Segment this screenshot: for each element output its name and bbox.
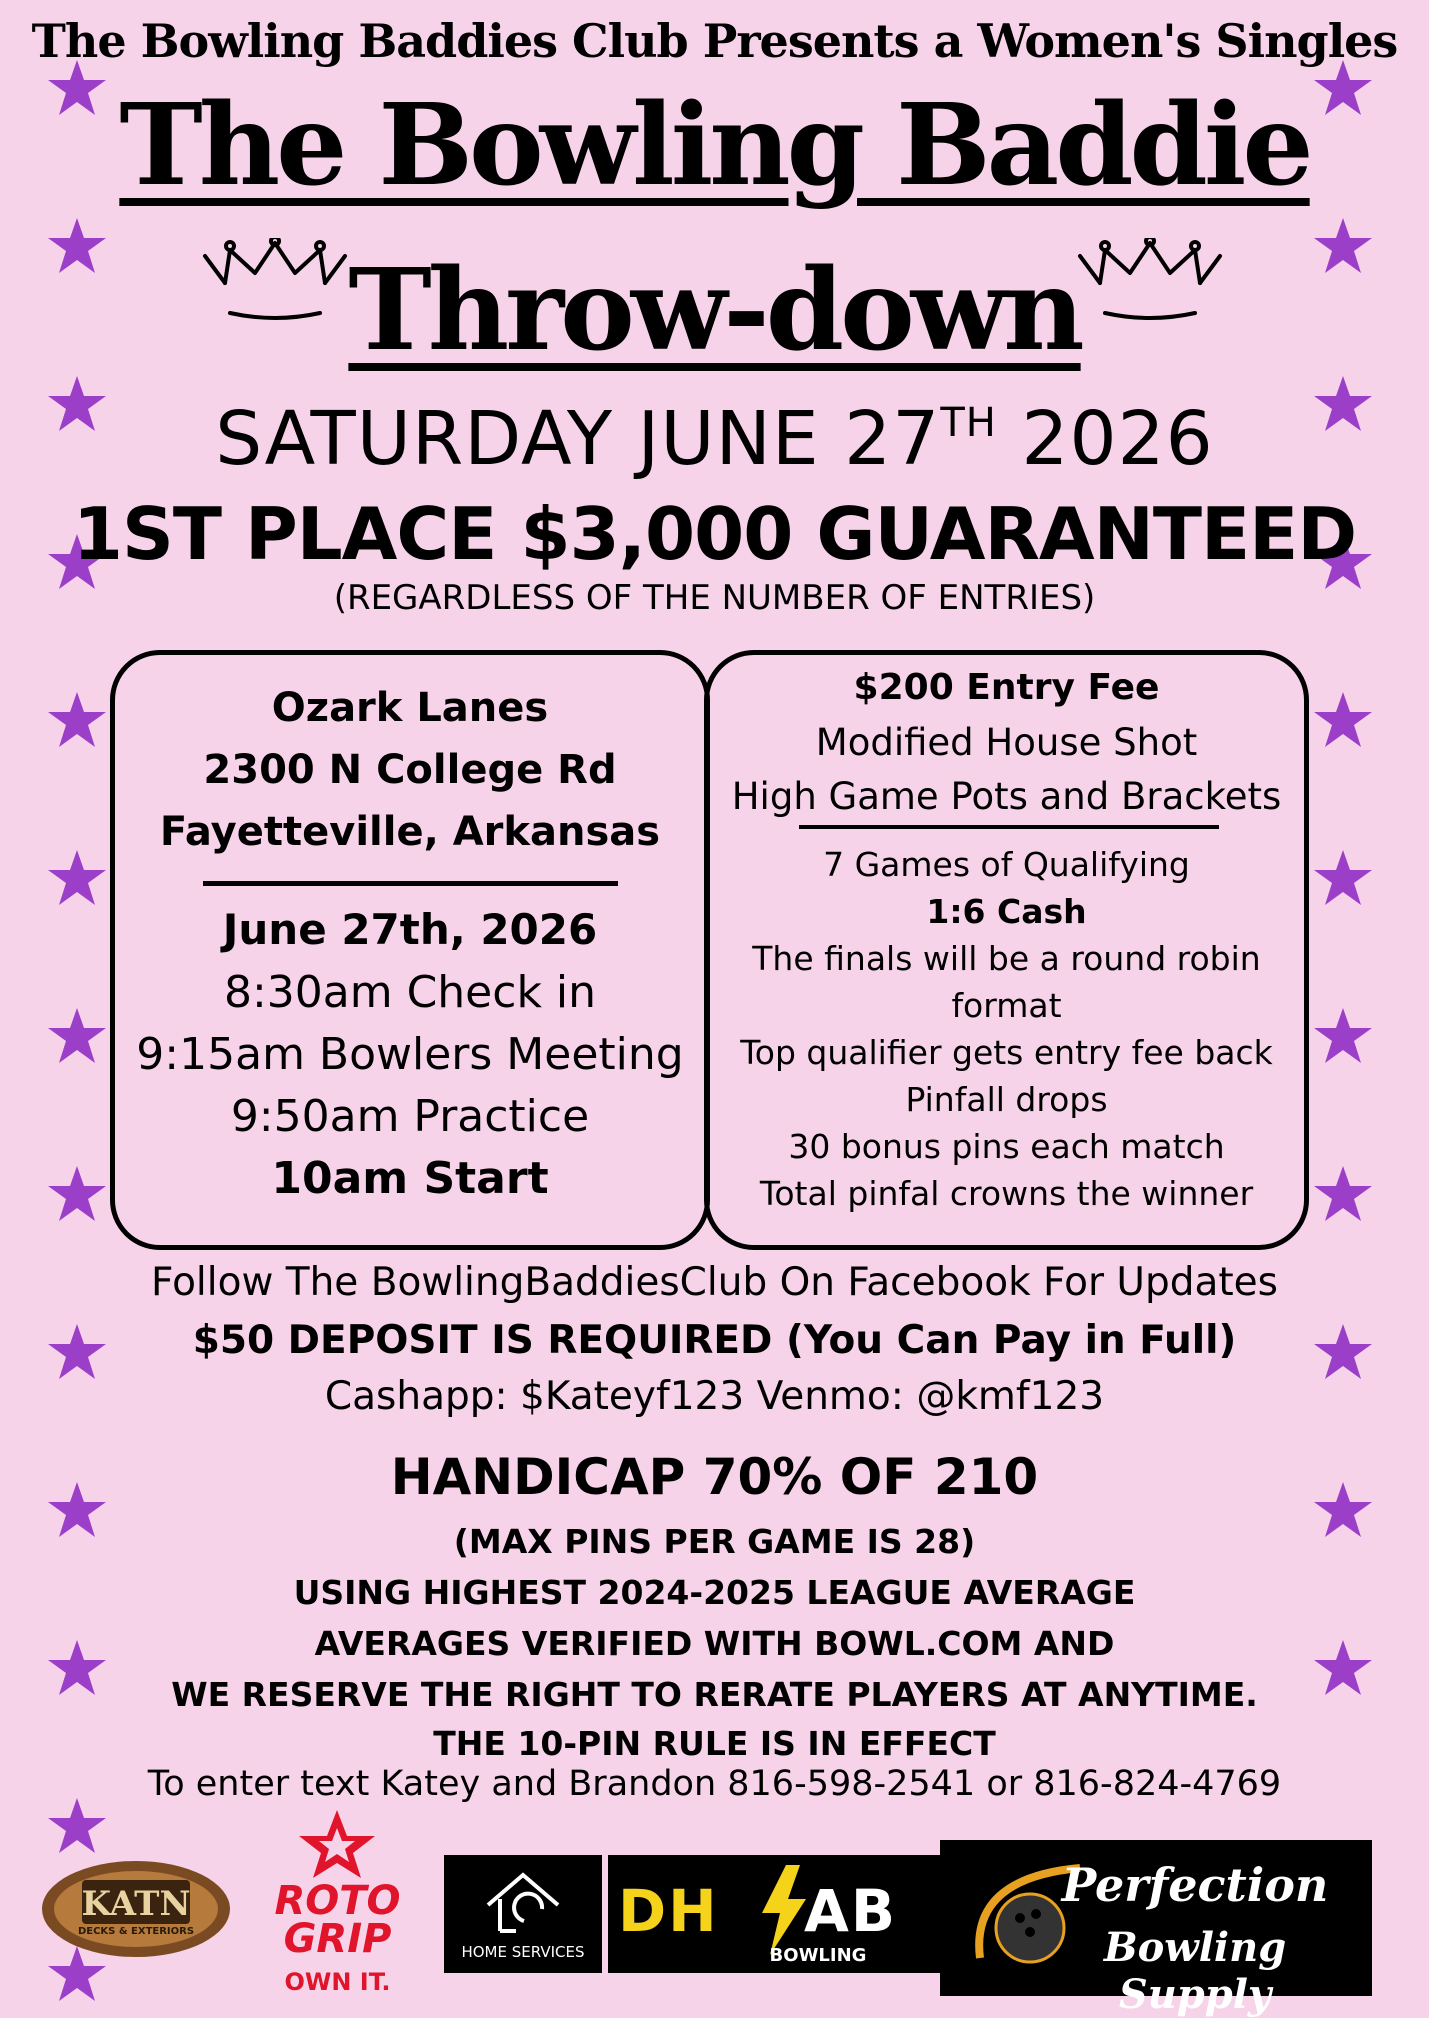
schedule-item: 8:30am Check in [223,967,597,1018]
divider [203,881,618,886]
rerate-rule: WE RESERVE THE RIGHT TO RERATE PLAYERS AT ANYTIME. [171,1675,1258,1714]
cash-ratio: 1:6 Cash [926,892,1087,931]
event-title-text1: The Bowling Baddie [119,80,1310,211]
league-average-rule: USING HIGHEST 2024-2025 LEAGUE AVERAGE [293,1573,1136,1612]
star-icon [46,690,108,750]
schedule-item: 9:50am Practice [230,1091,590,1142]
star-icon [46,1006,108,1066]
dhlab-left: DH [618,1877,719,1945]
venue-date: June 27th, 2026 [222,905,598,954]
house-icon [444,1863,602,1943]
star-icon [46,1796,108,1856]
star-icon [1312,848,1374,908]
star-icon [1312,1164,1374,1224]
prize-headline: 1ST PLACE $3,000 GUARANTEED [72,492,1357,576]
venue-city: Fayetteville, Arkansas [159,809,661,855]
winner-rule: Total pinfal crowns the winner [759,1174,1254,1213]
qualifying-info: 7 Games of Qualifying [823,845,1190,884]
perfection-bowling-supply-logo [940,1840,1372,2018]
deposit-note: $50 DEPOSIT IS REQUIRED (You Can Pay in Full) [192,1318,1237,1363]
rotogrip-line2: GRIP [283,1916,392,1962]
date-main: SATURDAY JUNE 27 [215,396,941,482]
schedule-item: 9:15am Bowlers Meeting [136,1029,684,1080]
perfection-line2: Bowling Supply [1103,1924,1287,2018]
star-icon [1312,690,1374,750]
star-icon [1312,1006,1374,1066]
dhlab-sub: BOWLING [769,1945,867,1966]
kc-home-services-logo [444,1855,602,1973]
katn-logo [40,1858,232,1960]
venue-address: 2300 N College Rd [203,747,617,793]
side-pots: High Game Pots and Brackets [731,775,1282,818]
date-year: 2026 [1021,396,1214,482]
venue-name: Ozark Lanes [271,685,549,731]
katn-name: KATN [81,1884,191,1924]
divider [799,825,1219,829]
payment-info: Cashapp: $Kateyf123 Venmo: @kmf123 [324,1374,1105,1419]
pinfall-rule: Pinfall drops [905,1080,1108,1119]
start-time: 10am Start [271,1153,549,1204]
max-pins-rule: (MAX PINS PER GAME IS 28) [453,1522,976,1561]
star-icon [46,848,108,908]
presenter-line: The Bowling Baddies Club Presents a Women's Singles [31,14,1398,68]
verification-rule: AVERAGES VERIFIED WITH BOWL.COM AND [314,1624,1115,1663]
rotogrip-logo [245,1808,430,1998]
perfection-line1: Perfection [1061,1858,1329,1912]
handicap-headline: HANDICAP 70% OF 210 [390,1448,1039,1506]
rotogrip-slogan: OWN IT. [284,1968,391,1996]
rotogrip-line1: ROTO [274,1878,401,1924]
bonus-pins: 30 bonus pins each match [788,1127,1225,1166]
oil-pattern: Modified House Shot [815,721,1198,764]
facebook-note: Follow The BowlingBaddiesClub On Facebook For Updates [151,1260,1278,1305]
event-title-line1 [0,80,1429,211]
finals-format: The finals will be a round robin [752,939,1261,978]
katn-tagline: DECKS & EXTERIORS [77,1926,195,1937]
top-qualifier: Top qualifier gets entry fee back [740,1033,1273,1072]
venue-box [110,650,710,1250]
star-icon [46,1164,108,1224]
date-suffix: TH [940,400,997,446]
finals-format-cont: format [951,986,1062,1025]
dhlab-right: AB [804,1877,898,1945]
contact-info: To enter text Katey and Brandon 816-598-2541 or 816-824-4769 [147,1764,1282,1804]
entry-fee: $200 Entry Fee [853,667,1160,708]
kc-label: HOME SERVICES [461,1943,585,1961]
crown-icon [1075,238,1225,328]
ten-pin-rule: THE 10-PIN RULE IS IN EFFECT [433,1724,996,1763]
prize-note: (REGARDLESS OF THE NUMBER OF ENTRIES) [333,578,1096,618]
details-box [704,650,1309,1250]
event-title-text2: Throw-down [348,245,1081,376]
star-icon [245,1808,430,1878]
dh-lab-logo [608,1855,940,1973]
event-date [0,396,1429,482]
